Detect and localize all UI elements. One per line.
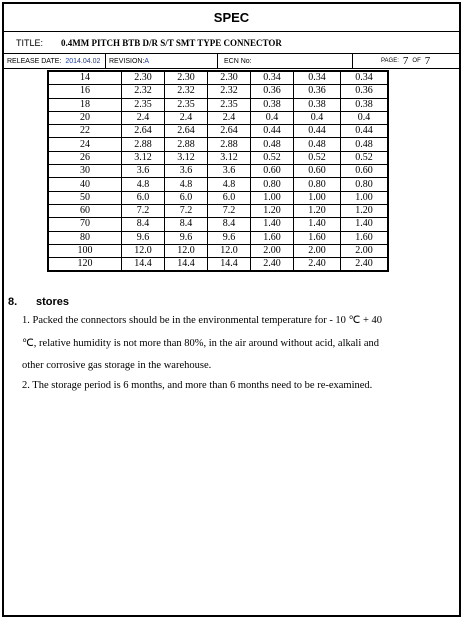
- table-cell: 0.44: [341, 125, 389, 138]
- table-cell: 9.6: [165, 231, 208, 244]
- title-value: 0.4MM PITCH BTB D/R S/T SMT TYPE CONNECTOR: [61, 37, 282, 48]
- revision-cell: [106, 54, 218, 68]
- title-label: TITLE:: [16, 37, 44, 48]
- table-row: [48, 125, 388, 138]
- table-cell: 12.0: [122, 244, 165, 257]
- table-cell: 0.60: [341, 165, 389, 178]
- table-cell: 3.12: [208, 151, 251, 164]
- item1-line1: 1. Packed the connectors should be in the environmental temperature for - 10 ℃ + 40: [22, 315, 383, 326]
- table-row: [48, 178, 388, 191]
- table-cell: 2.32: [208, 85, 251, 98]
- table-cell: 2.00: [341, 244, 389, 257]
- table-cell: 6.0: [208, 191, 251, 204]
- table-cell: 2.4: [165, 111, 208, 124]
- table-cell: 2.32: [165, 85, 208, 98]
- table-cell: 0.48: [294, 138, 341, 151]
- item1-line2: ℃, relative humidity is not more than 80%, in the air around without acid, alkali and: [22, 338, 380, 349]
- table-cell: 8.4: [165, 218, 208, 231]
- table-cell: 14.4: [165, 258, 208, 272]
- table-cell: 1.60: [341, 231, 389, 244]
- table-cell: 2.32: [122, 85, 165, 98]
- table-cell: 2.35: [165, 98, 208, 111]
- table-cell: 50: [48, 191, 122, 204]
- table-cell: 7.2: [165, 204, 208, 217]
- table-cell: 0.52: [341, 151, 389, 164]
- table-cell: 2.30: [208, 71, 251, 85]
- table-cell: 8.4: [208, 218, 251, 231]
- table-cell: 2.64: [208, 125, 251, 138]
- table-cell: 12.0: [165, 244, 208, 257]
- release-date-cell: [4, 54, 106, 68]
- table-row: [48, 85, 388, 98]
- table-cell: 0.80: [294, 178, 341, 191]
- table-cell: 26: [48, 151, 122, 164]
- table-cell: 0.34: [294, 71, 341, 85]
- table-cell: 60: [48, 204, 122, 217]
- table-cell: 2.64: [165, 125, 208, 138]
- table-cell: 9.6: [122, 231, 165, 244]
- item2-text: 2. The storage period is 6 months, and more than 6 months need to be re-examined.: [22, 380, 373, 391]
- table-cell: 4.8: [165, 178, 208, 191]
- table-cell: 0.60: [251, 165, 294, 178]
- meta-row: [4, 54, 459, 69]
- table-cell: 2.35: [122, 98, 165, 111]
- table-cell: 0.36: [251, 85, 294, 98]
- table-cell: 2.4: [122, 111, 165, 124]
- table-cell: 4.8: [208, 178, 251, 191]
- table-cell: 40: [48, 178, 122, 191]
- table-row: [48, 111, 388, 124]
- table-cell: 9.6: [208, 231, 251, 244]
- table-row: [48, 98, 388, 111]
- table-cell: 80: [48, 231, 122, 244]
- table-cell: 2.30: [165, 71, 208, 85]
- table-cell: 2.40: [294, 258, 341, 272]
- table-cell: 1.40: [251, 218, 294, 231]
- table-cell: 2.88: [165, 138, 208, 151]
- table-cell: 0.44: [294, 125, 341, 138]
- table-cell: 0.36: [294, 85, 341, 98]
- table-cell: 1.40: [341, 218, 389, 231]
- table-cell: 7.2: [208, 204, 251, 217]
- section-heading: [8, 296, 69, 308]
- table-row: [48, 204, 388, 217]
- table-cell: 0.60: [294, 165, 341, 178]
- table-cell: 22: [48, 125, 122, 138]
- table-cell: 0.48: [251, 138, 294, 151]
- spec-heading: SPEC: [4, 4, 459, 32]
- table-cell: 0.4: [341, 111, 389, 124]
- page-total: 7: [424, 55, 431, 67]
- table-row: [48, 71, 388, 85]
- table-row: [48, 165, 388, 178]
- table-cell: 0.38: [294, 98, 341, 111]
- table-cell: 0.38: [341, 98, 389, 111]
- table-cell: 14.4: [208, 258, 251, 272]
- table-cell: 0.52: [294, 151, 341, 164]
- section-title: stores: [36, 296, 70, 308]
- release-date-value: 2014.04.02: [65, 57, 101, 65]
- table-cell: 0.38: [251, 98, 294, 111]
- table-cell: 1.20: [251, 204, 294, 217]
- table-cell: 4.8: [122, 178, 165, 191]
- table-cell: 14: [48, 71, 122, 85]
- table-cell: 18: [48, 98, 122, 111]
- table-row: [48, 191, 388, 204]
- table-cell: 0.80: [341, 178, 389, 191]
- table-cell: 2.40: [251, 258, 294, 272]
- table-cell: 0.36: [341, 85, 389, 98]
- ecn-cell: [218, 54, 353, 68]
- ecn-label: ECN No:: [224, 57, 252, 65]
- table-cell: 1.60: [251, 231, 294, 244]
- table-cell: 2.4: [208, 111, 251, 124]
- table-cell: 0.4: [251, 111, 294, 124]
- table-cell: 2.88: [122, 138, 165, 151]
- table-cell: 1.00: [341, 191, 389, 204]
- title-row: [4, 32, 459, 54]
- table-cell: 120: [48, 258, 122, 272]
- table-cell: 30: [48, 165, 122, 178]
- table-cell: 2.40: [341, 258, 389, 272]
- table-cell: 24: [48, 138, 122, 151]
- table-cell: 1.60: [294, 231, 341, 244]
- table-row: [48, 138, 388, 151]
- table-cell: 3.12: [165, 151, 208, 164]
- table-row: [48, 218, 388, 231]
- table-cell: 16: [48, 85, 122, 98]
- page-cell: [353, 54, 459, 68]
- table-cell: 2.35: [208, 98, 251, 111]
- table-cell: 0.80: [251, 178, 294, 191]
- table-cell: 14.4: [122, 258, 165, 272]
- table-cell: 1.20: [341, 204, 389, 217]
- page-of: OF: [412, 58, 421, 64]
- table-cell: 70: [48, 218, 122, 231]
- table-cell: 8.4: [122, 218, 165, 231]
- section-number: 8.: [8, 296, 18, 308]
- table-row: [48, 244, 388, 257]
- table-cell: 2.30: [122, 71, 165, 85]
- revision-value: A: [144, 57, 150, 65]
- page-current: 7: [402, 55, 409, 67]
- table-cell: 3.6: [208, 165, 251, 178]
- table-cell: 0.48: [341, 138, 389, 151]
- table-cell: 1.40: [294, 218, 341, 231]
- table-cell: 2.64: [122, 125, 165, 138]
- table-cell: 12.0: [208, 244, 251, 257]
- table-cell: 2.00: [294, 244, 341, 257]
- item1-line3: other corrosive gas storage in the warehouse.: [22, 360, 212, 371]
- table-cell: 2.00: [251, 244, 294, 257]
- table-cell: 0.52: [251, 151, 294, 164]
- dimension-table: [47, 70, 389, 272]
- table-cell: 0.34: [341, 71, 389, 85]
- table-cell: 7.2: [122, 204, 165, 217]
- revision-label: REVISION:: [109, 57, 145, 65]
- table-cell: 20: [48, 111, 122, 124]
- table-row: [48, 231, 388, 244]
- table-cell: 3.6: [122, 165, 165, 178]
- table-cell: 0.44: [251, 125, 294, 138]
- table-cell: 100: [48, 244, 122, 257]
- release-date-label: RELEASE DATE:: [7, 57, 62, 65]
- table-cell: 1.20: [294, 204, 341, 217]
- table-cell: 1.00: [251, 191, 294, 204]
- table-cell: 6.0: [122, 191, 165, 204]
- table-row: [48, 258, 388, 272]
- table-cell: 0.34: [251, 71, 294, 85]
- table-row: [48, 151, 388, 164]
- table-cell: 3.6: [165, 165, 208, 178]
- table-cell: 3.12: [122, 151, 165, 164]
- table-cell: 0.4: [294, 111, 341, 124]
- table-cell: 6.0: [165, 191, 208, 204]
- table-cell: 1.00: [294, 191, 341, 204]
- table-cell: 2.88: [208, 138, 251, 151]
- page-label: PAGE:: [381, 58, 399, 64]
